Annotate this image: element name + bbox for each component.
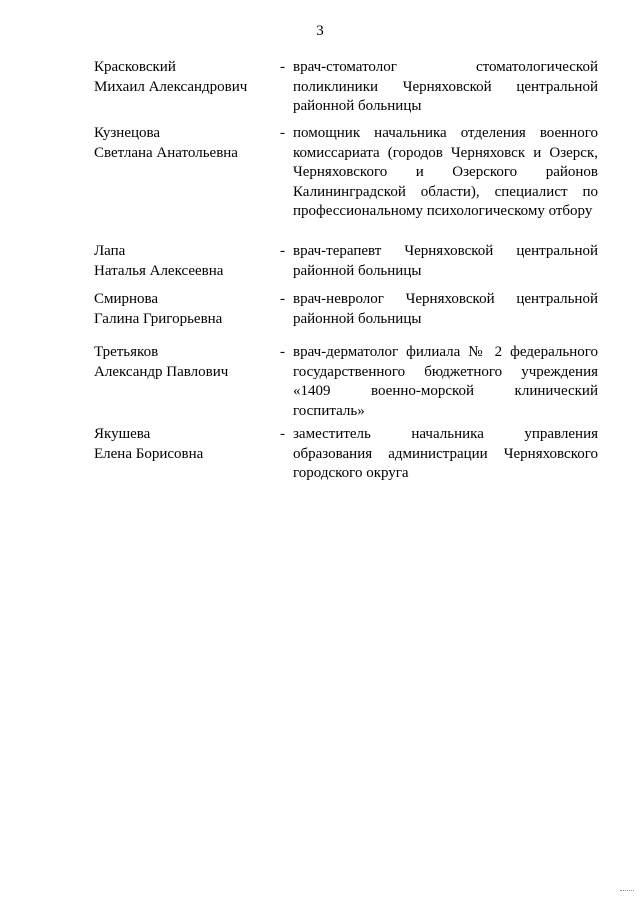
- scan-corner-mark: [620, 890, 634, 892]
- member-role: врач-стоматолог стоматологической поликлиники Черняховской центральной районной больницы: [293, 59, 598, 114]
- member-given-name: Елена Борисовна: [94, 445, 204, 462]
- member-name: [94, 124, 274, 163]
- member-given-name: Наталья Алексеевна: [94, 262, 224, 279]
- member-role: врач-терапевт Черняховской центральной районной больницы: [293, 243, 598, 279]
- member-role: заместитель начальника управления образования администрации Черняховского городского округа: [293, 426, 598, 481]
- member-name: [94, 425, 274, 464]
- member-surname: Третьяков: [94, 344, 159, 360]
- member-surname: Красковский: [94, 59, 176, 75]
- member-name: [94, 343, 274, 382]
- member-role: врач-дерматолог филиала № 2 федерального государственного бюджетного учреждения «1409 военно-морской клинический госпиталь»: [293, 344, 598, 419]
- member-given-name: Михаил Александрович: [94, 78, 248, 95]
- member-name: [94, 242, 274, 281]
- member-given-name: Александр Павлович: [94, 363, 229, 380]
- member-surname: Лапа: [94, 243, 126, 259]
- member-given-name: Светлана Анатольевна: [94, 144, 238, 161]
- entry-dash: -: [280, 59, 285, 75]
- entry-dash: -: [280, 426, 285, 442]
- entry-dash: -: [280, 125, 285, 141]
- member-role: врач-невролог Черняховской центральной районной больницы: [293, 291, 598, 327]
- entry-dash: -: [280, 344, 285, 360]
- entry-dash: -: [280, 243, 285, 259]
- member-surname: Якушева: [94, 426, 151, 442]
- member-given-name: Галина Григорьевна: [94, 310, 223, 327]
- page-number: 3: [316, 23, 324, 39]
- entry-dash: -: [280, 291, 285, 307]
- member-name: [94, 290, 274, 329]
- member-name: [94, 58, 274, 97]
- member-role: помощник начальника отделения военного комиссариата (городов Черняховск и Озерск, Черняховского и Озерского районов Калининградской области), специалист по профессиональному психологическому отбору: [293, 125, 598, 219]
- member-surname: Кузнецова: [94, 125, 161, 141]
- member-surname: Смирнова: [94, 291, 159, 307]
